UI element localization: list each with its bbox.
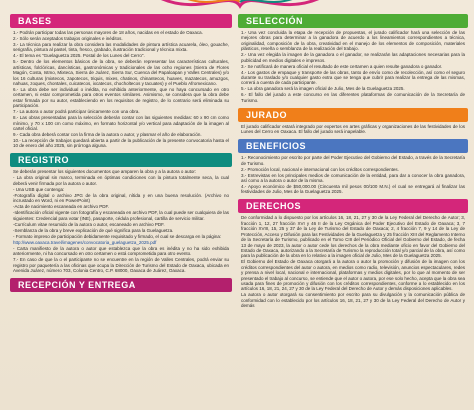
bases-line: 1.- Podrán participar todas las personas mayores de 18 años, nacidas en el estado de Oaxaca. (13, 30, 203, 35)
seleccion-line: 2.- Una vez elegida la imagen de la ganadora o el ganador, se realizarán las adaptaciones necesarias para la publicidad en medios digitales e impresos. (241, 52, 465, 63)
bases-header: BASES (10, 14, 232, 28)
registro-line: -Currículum vitae resumido de la autora o autor, escaneado en archivo PDF. (13, 221, 165, 227)
bases-line: 2.- Sólo serán aceptados trabajos originales e inéditos. (13, 36, 123, 41)
registro-line: 7.- En caso de que la o el participante no se encuentre en la región de Valles Centrales, podrá enviar su registro por paquetería a las oficinas que ocupa la Dirección de Turismo del Estado de Oaxaca, ubicada en Avenida Juárez, número 703, Colonia Centro, C.P. 68000, Oaxaca de Juárez, Oaxaca. (13, 257, 229, 273)
registro-line: -Fotografía digital o archivo JPG de la obra original, nítida y en una buena resolución. (Archivo no incrustado en Word, ni en PowerPoint) (13, 192, 229, 204)
registro-line: - Formato impreso de participación debidamente requisitado y firmado, el cual se descarga en la página: (13, 233, 222, 239)
registro-line: -Identificación oficial vigente con fotografía y escaneada en archivo PDF, la cual puede ser cualquiera de las siguientes: Credencial para votar (INE), pasaporte, cédula profesional, cartilla de servicio militar. (13, 210, 229, 221)
bases-line: 7.- La autora o autor podrá participar únicamente con una obra. (13, 109, 140, 115)
beneficios-line: 4.- Apoyo económico de $50,000.00 (Cincuenta mil pesos 00/100 M.N.) el cual se entregará al finalizar las festividades de Julio, Mes de la Guelaguetza 2025. (241, 184, 465, 195)
derechos-line: De conformidad a lo dispuesto por los artículos 16, 18, 21, 27 y 30 de la Ley Federal del Derecho de Autor; 3, fracción 1, 12, 27 fracción XVI y 46 II de la Ley Orgánica del Poder Ejecutivo del Estado de Oaxaca; 3, 7 fracción XVIII, 15, 25 y 37 de la Ley de Turismo del Estado de Oaxaca; 2, 4 fracción 7, 9 y 14 de la Ley de Protección, Acceso y Difusión para las Festividades de la Guelaguetza y 25 fracción XIII del Reglamento Interno de la Secretaría de Turismo, publicado en el Tomo CIII del Periódico Oficial del Gobierno del Estado, de fecha 13 de mayo de 2023, la autor o autor cede los derechos de la obra mediante oficio en favor del Gobierno del Estado de Oaxaca, autorizando a la Secretaría de Turismo la reproducción total y/o parcial de la obra, así como para la publicación de la obra en lo relativo a la imagen oficial de Julio, Mes de la Guelaguetza 2025. (241, 215, 465, 259)
seleccion-line: 5.- La obra ganadora será la imagen oficial de Julio, Mes de la Guelaguetza 2025. (241, 86, 405, 92)
registro-line: - La obra original sin marco, terminada en óptimas condiciones con la pintura totalmente seca, la cual deberá venir firmada por la autora o autor. (13, 175, 229, 186)
left-column (10, 14, 232, 292)
bases-line: 4.- El tema es "Guelaguetza 2025. Postal de los Lunes del Cerro". (13, 53, 145, 59)
seleccion-line: 3.- Se notificará de manera oficial el resultado de este certamen a quien resulte ganadora o ganador. (241, 63, 443, 69)
registro-line: -Semblanza de la obra y breve explicación de qué significa para la Guelaguetza. (13, 227, 174, 233)
registro-body (10, 167, 232, 275)
beneficios-body (238, 153, 468, 197)
beneficios-header: BENEFICIOS (238, 139, 468, 153)
registro-line: Se deberán presentar los siguientes documentos que amparen la obra y a la autora o autor: (13, 169, 197, 175)
bases-line: 8.- Las obras presentadas para la selección deberán contar con las siguientes medidas: 60 x 90 cm como mínimo, y 70 x 100 cm como máximo, en formato horizontal y/o vertical para adaptación de la imagen al cartel oficial. (13, 115, 229, 132)
right-column (238, 14, 468, 311)
seleccion-body (238, 28, 468, 106)
beneficios-line: 3.- Entrevistas en los principales medios de comunicación de la entidad, para dar a conocer la obra ganadora, así como a la autora o autor de la misma. (241, 172, 465, 184)
jurado-body (238, 122, 468, 137)
beneficios-line: 2.- Promoción local, nacional e internacional con los créditos correspondientes. (241, 166, 399, 172)
recepcion-header: RECEPCIÓN Y ENTREGA (10, 278, 232, 292)
registro-line: -Acta de nacimiento escaneada en archivo PDF. (13, 204, 110, 210)
bases-line: 10.- La recepción de trabajos quedará abierta a partir de la publicación de la presente convocatoria hasta el 10 de enero del año 2025, sin prórroga alguna. (13, 138, 229, 149)
bases-line: 5.- Dentro de los elementos básicos de la obra, se deberán representar las características culturales, artísticas, folclóricas, dancísticas, gastronómicas y tradicionales de las ocho regiones (Sierra de Flores Magón, Costa, Istmo, Mixteca, Sierra de Juárez, Sierra Sur, Cuenca del Papaloapan y Valles Centrales) y/o los 16 culturas (mixtecos, zapotecos, triquis, mixes, chatinos, chinantecos, huaves, mazatecos, amuzgos, nahuas, zoques, chontales, cuicatecos, ixcatecos, chocholtecos y tacuates) y el Pueblo Afromexicano. (13, 59, 229, 87)
registro-line: - Carta manifiesto de la autora o autor que establezca que la obra es inédita y no ha sido exhibida anteriormente, ni ha concursado en otro certamen o está comprometida para otro evento. (13, 245, 229, 257)
bases-body (10, 28, 232, 151)
bases-line: 6.- La obra debe ser individual o inédita, no exhibida anteriormente, que no haya concursado en otro certamen, ni estar comprometida para otros eventos similares. Asimismo, se considera que la obra debe estar firmada por su autor, estableciendo en los requisitos de registro, de lo contrario será eliminada su participación. (13, 87, 229, 109)
beneficios-line: 1.- Reconocimiento por escrito por parte del Poder Ejecutivo del Gobierno del Estado, a través de la Secretaría de Turismo. (241, 155, 465, 166)
registro-url-link[interactable]: http://www.oaxaca.travel/imagenes/convocatoria_guelaguetza_2025.pdf (13, 239, 157, 245)
seleccion-header: SELECCIÓN (238, 14, 468, 28)
registro-line: - Una USB que contenga: (13, 186, 65, 192)
jurado-line: El jurado calificador estará integrado por expertos en artes gráficas y organizaciones de las festividades de los Lunes del Cerro en Oaxaca. El fallo del jurado será inapelable. (241, 123, 465, 135)
derechos-line: La autora o autor otorgará su consentimiento por escrito para su divulgación y la comunicación pública de conformidad con lo establecido por los artículos 16, 18, 21, 27 y 30 de la Ley Federal del Derecho de Autor y demás (241, 292, 465, 309)
bases-line: 3.- La técnica para realizar la obra considera las modalidades de pintura artística acuarela, óleo, gouache, serigrafía, pintura al pastel, tinta, fresco, grabado, ilustración tradicional y técnica mixta. (13, 42, 229, 53)
seleccion-line: 1.- Una vez concluida la etapa de recepción de propuestas, el jurado calificador hará una selección de las mejores obras para determinar a la ganadora de acuerdo a los lineamientos correspondientes a técnica, originalidad, composición de la obra, creatividad en el manejo de los elementos de composición, materiales plásticos, reseña o semblanza de la realización del trabajo. (241, 30, 465, 52)
seleccion-line: 6.- El fallo del jurado a este concurso en las diferentes plataformas de comunicación de la Secretaría de Turismo. (241, 92, 465, 103)
derechos-body (238, 213, 468, 311)
registro-header: REGISTRO (10, 153, 232, 167)
derechos-line: El Gobierno del Estado de Oaxaca otorgará a la autora o autor la promoción y difusión de la imagen con los créditos correspondientes del autor o autora, en medios como radio, televisión, anuncios espectaculares, redes y prensa a nivel local, nacional e internacional, plataformas y medios digitales, por lo que al momento de ser presentado el trabajo al concurso, se entiende que el autor o autora, por ese solo hecho, acepta que la obra sea usada para fines de promoción y difusión con los créditos correspondientes, conforme a lo establecido en los artículos 16, 18, 21, 24, 27 y 30 de la Ley Federal del Derecho de Autor y demás disposiciones aplicables. (241, 259, 465, 292)
seleccion-line: 4.- Los gastos de empaque y transporte de las obras, tanto de envío como de recolección, así como el seguro durante su traslado y/o cualquier gasto extra que se tenga que cubrir para realizar la entrega de las mismas, correrá a cuenta de cada participante. (241, 69, 465, 86)
derechos-header: DERECHOS (238, 199, 468, 213)
jurado-header: JURADO (238, 108, 468, 122)
bases-line: 9.- Cada obra deberá contar con la firma de la autora o autor, y plasmar el año de elaboración. (13, 132, 202, 138)
